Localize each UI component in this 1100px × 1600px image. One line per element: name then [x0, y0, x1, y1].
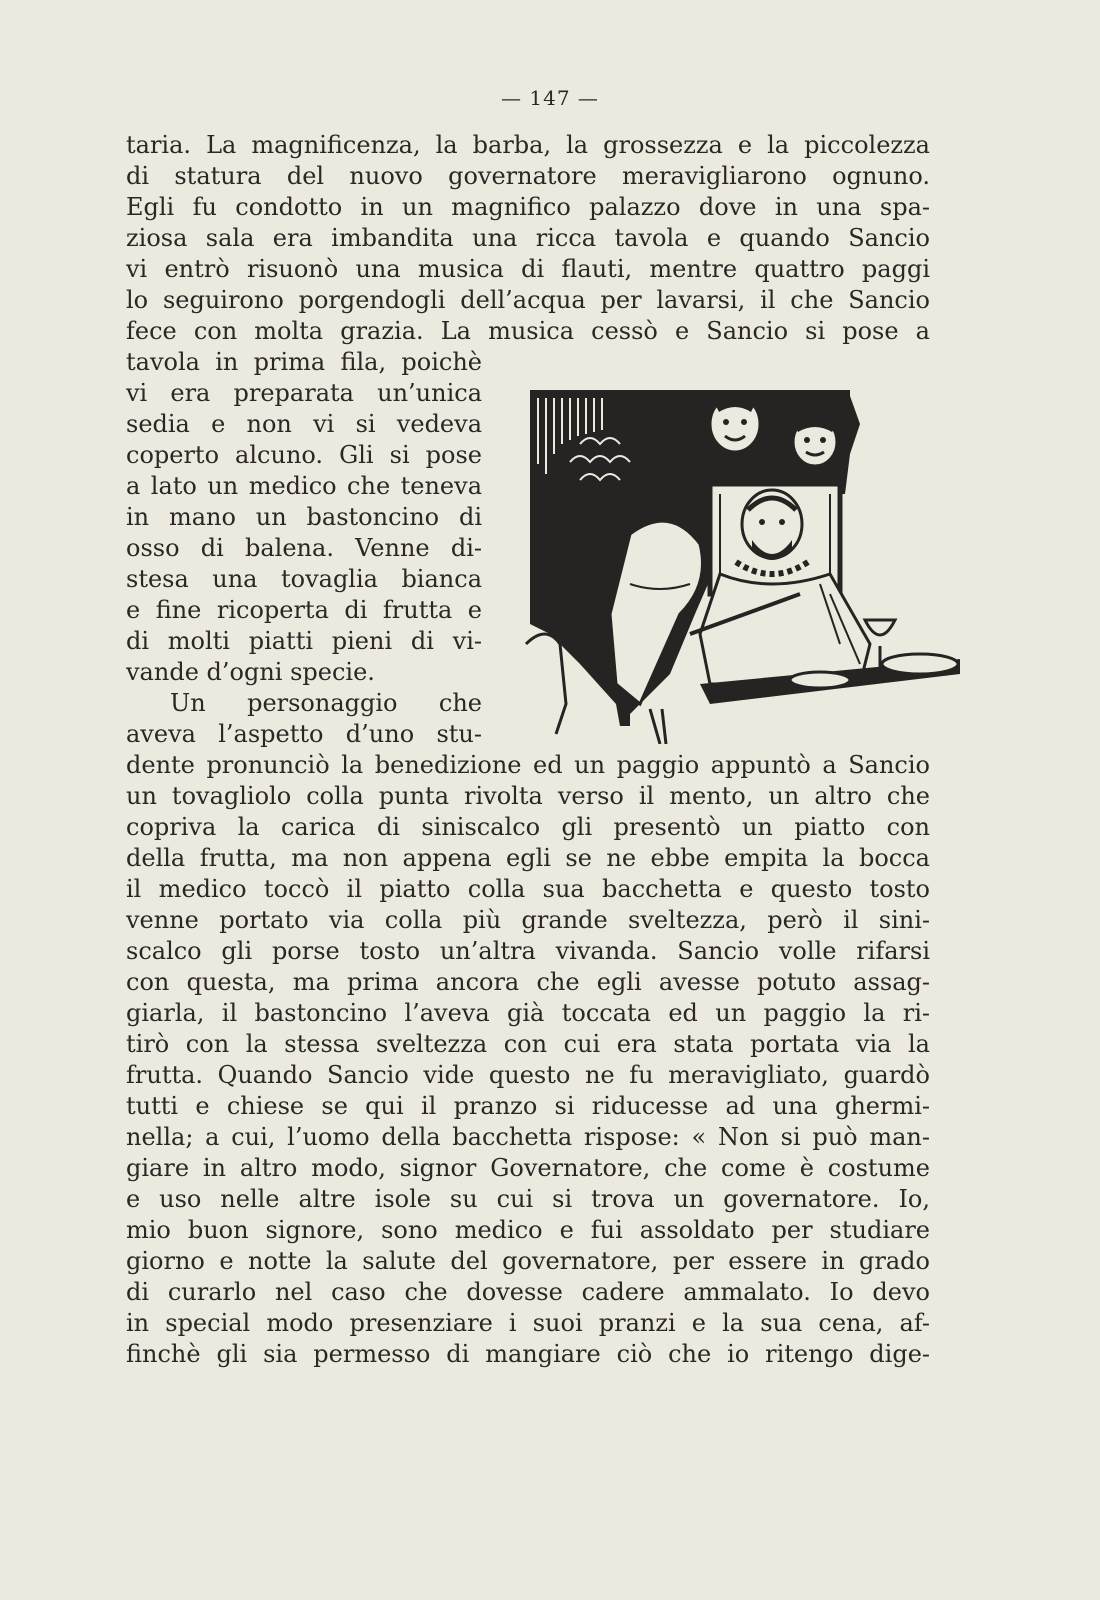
text-line: sedia e non vi si vedeva — [126, 410, 482, 438]
text-line: lo seguirono porgendogli dell’acqua per lavarsi, il che Sancio — [126, 286, 930, 314]
text-line: vi entrò risuonò una musica di flauti, mentre quattro paggi — [126, 255, 930, 283]
text-line: giorno e notte la salute del governatore, per essere in grado — [126, 1247, 930, 1275]
text-line: Egli fu condotto in un magnifico palazzo dove in una spa- — [126, 193, 930, 221]
text-line: mio buon signore, sono medico e fui assoldato per studiare — [126, 1216, 930, 1244]
text-line: di curarlo nel caso che dovesse cadere ammalato. Io devo — [126, 1278, 930, 1306]
text-line: osso di balena. Venne di- — [126, 534, 482, 562]
text-line: in mano un bastoncino di — [126, 503, 482, 531]
text-line: taria. La magnificenza, la barba, la grossezza e la piccolezza — [126, 131, 930, 159]
text-line: il medico toccò il piatto colla sua bacchetta e questo tosto — [126, 875, 930, 903]
text-line: fece con molta grazia. La musica cessò e Sancio si pose a — [126, 317, 930, 345]
text-line: di statura del nuovo governatore meravigliarono ognuno. — [126, 162, 930, 190]
text-line: venne portato via colla più grande sveltezza, però il sini- — [126, 906, 930, 934]
text-line: tutti e chiese se qui il pranzo si riducesse ad una ghermi- — [126, 1092, 930, 1120]
text-line: Un personaggio che — [170, 689, 482, 717]
text-line: vi era preparata un’unica — [126, 379, 482, 407]
text-line: tavola in prima fila, poichè — [126, 348, 482, 376]
text-line: tirò con la stessa sveltezza con cui era stata portata via la — [126, 1030, 930, 1058]
text-line: copriva la carica di siniscalco gli presentò un piatto con — [126, 813, 930, 841]
text-line: di molti piatti pieni di vi- — [126, 627, 482, 655]
text-line: giarla, il bastoncino l’aveva già toccata ed un paggio la ri- — [126, 999, 930, 1027]
text-line: nella; a cui, l’uomo della bacchetta rispose: « Non si può man- — [126, 1123, 930, 1151]
page-head-right — [793, 417, 837, 466]
text-line: della frutta, ma non appena egli se ne ebbe empita la bocca — [126, 844, 930, 872]
text-line: stesa una tovaglia bianca — [126, 565, 482, 593]
text-line: frutta. Quando Sancio vide questo ne fu meravigliato, guardò — [126, 1061, 930, 1089]
page-number: — 147 — — [501, 86, 599, 110]
text-line: scalco gli porse tosto un’altra vivanda. Sancio volle rifarsi — [126, 937, 930, 965]
text-line: con questa, ma prima ancora che egli avesse potuto assag- — [126, 968, 930, 996]
text-line: e uso nelle altre isole su cui si trova un governatore. Io, — [126, 1185, 930, 1213]
text-line: ziosa sala era imbandita una ricca tavola e quando Sancio — [126, 224, 930, 252]
text-line: finchè gli sia permesso di mangiare ciò che io ritengo dige- — [126, 1340, 930, 1368]
text-line: in special modo presenziare i suoi pranzi e la sua cena, af- — [126, 1309, 930, 1337]
text-line: e fine ricoperta di frutta e — [126, 596, 482, 624]
woodcut-illustration — [520, 384, 980, 744]
text-line: vande d’ogni specie. — [126, 658, 375, 686]
foreground-arm — [526, 634, 566, 734]
text-line: aveva l’aspetto d’uno stu- — [126, 720, 482, 748]
text-line: un tovagliolo colla punta rivolta verso il mento, un altro che — [126, 782, 930, 810]
text-line: a lato un medico che teneva — [126, 472, 482, 500]
text-line: giare in altro modo, signor Governatore, che come è costume — [126, 1154, 930, 1182]
text-line: dente pronunciò la benedizione ed un paggio appuntò a Sancio — [126, 751, 930, 779]
text-line: coperto alcuno. Gli si pose — [126, 441, 482, 469]
